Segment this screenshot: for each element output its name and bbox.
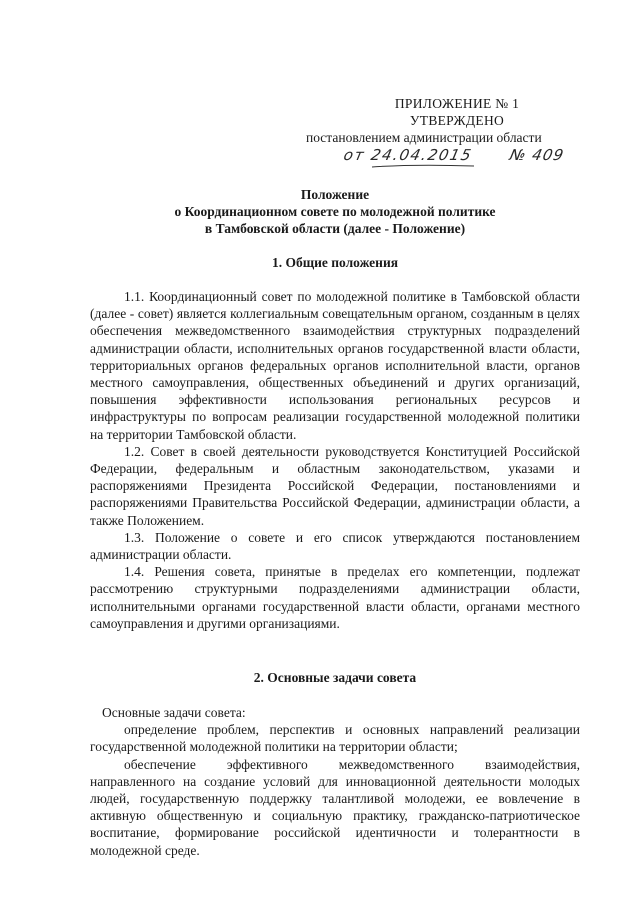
title-line-3: в Тамбовской области (далее - Положение) xyxy=(204,221,466,236)
paragraph-2-2: обеспечение эффективного межведомственного взаимодействия, направленного на создание условий для инновационной деятельности молодых людей, государственную поддержку талантливой молодежи, ее вовлечение в активную общественную и социальную практику, гражданско-патриотическое воспитание, формирование российской идентичности и толерантности в молодежной среде. xyxy=(90,756,580,858)
document-title xyxy=(90,186,580,237)
section-1-heading: 1. Общие положения xyxy=(271,255,399,270)
handwritten-underline xyxy=(344,146,580,172)
paragraph-2-1: определение проблем, перспектив и основных направлений реализации государственной молодежной политики на территории области; xyxy=(90,722,580,755)
title-line-2: о Координационном совете по молодежной политике xyxy=(174,204,496,219)
section-2-heading: 2. Основные задачи совета xyxy=(253,670,417,685)
handwritten-date-number xyxy=(344,146,580,172)
approved-label: УТВЕРЖДЕНО xyxy=(409,113,505,128)
approved-by-label: постановлением администрации области xyxy=(306,130,542,145)
appendix-label: ПРИЛОЖЕНИЕ № 1 xyxy=(394,96,520,111)
title-line-1: Положение xyxy=(300,187,370,202)
section-2-intro: Основные задачи совета: xyxy=(102,705,246,720)
paragraph-1-4: 1.4. Решения совета, принятые в пределах его компетенции, подлежат рассмотрению структурными подразделениями администрации области, исполнительными органами государственной власти области, органами местного самоуправления и другими организациями. xyxy=(90,564,580,631)
paragraph-1-1: 1.1. Координационный совет по молодежной политике в Тамбовской области (далее - совет) является коллегиальным совещательным органом, созданным в целях обеспечения межведомственного взаимодействия структурных подразделений администрации области, исполнительных органов государственной власти области, территориальных органов федеральных органов исполнительной власти, органов местного самоуправления, общественных объединений и других организаций, повышения эффективности использования региональных ресурсов и инфраструктуры по вопросам реализации государственной молодежной политики на территории Тамбовской области. xyxy=(90,289,580,442)
paragraph-1-3: 1.3. Положение о совете и его список утверждаются постановлением администрации области. xyxy=(90,529,580,563)
handwritten-number: № 409 xyxy=(508,146,566,164)
section-2-body xyxy=(90,704,580,859)
handwritten-date: от 24.04.2015 xyxy=(342,146,474,164)
paragraph-1-2: 1.2. Совет в своей деятельности руководствуется Конституцией Российской Федерации, федеральным и областным законодательством, указами и распоряжениями Президента Российской Федерации, постановлениями и распоряжениями Правительства Российской Федерации, администрации области, а также Положением. xyxy=(90,443,580,528)
approval-stamp xyxy=(300,95,580,146)
section-1-body xyxy=(90,288,580,632)
